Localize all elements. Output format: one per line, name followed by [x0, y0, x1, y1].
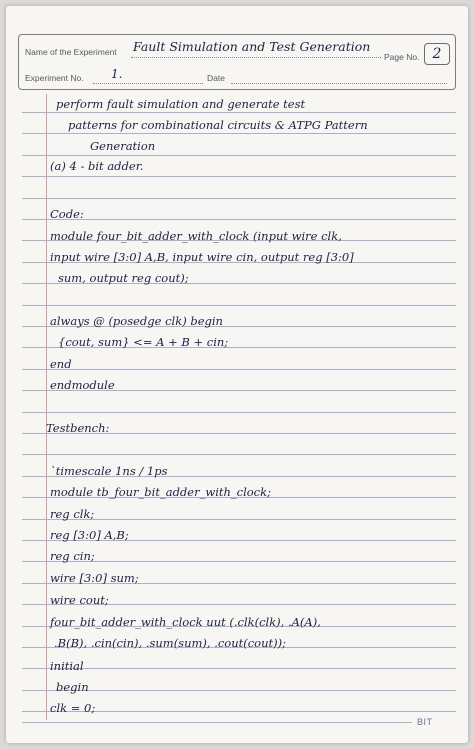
code-line: `timescale 1ns / 1ps [50, 464, 168, 478]
ruled-line [22, 668, 456, 669]
code-line: sum, output reg cout); [58, 271, 189, 285]
text-line: Generation [90, 139, 156, 153]
code-line: .B(B), .cin(cin), .sum(sum), .cout(cout)); [54, 636, 286, 650]
experiment-number: 1. [111, 67, 123, 81]
page-number: 2 [424, 43, 450, 65]
section-heading-testbench: Testbench: [46, 421, 110, 435]
code-line: reg [3:0] A,B; [50, 528, 129, 542]
code-line: end [50, 357, 72, 371]
footer-rule [22, 722, 412, 723]
footer-brand-mark: BIT [417, 717, 433, 727]
ruled-line [22, 305, 456, 306]
code-line: always @ (posedge clk) begin [50, 314, 223, 328]
ruled-line [22, 176, 456, 177]
code-line: module four_bit_adder_with_clock (input wire clk, [50, 229, 342, 243]
code-line: clk = 0; [50, 701, 96, 715]
ruled-line [22, 133, 456, 134]
ruled-line [22, 412, 456, 413]
section-heading-code: Code: [50, 207, 84, 221]
notebook-page [6, 6, 468, 743]
ruled-line [22, 198, 456, 199]
experiment-header [18, 34, 456, 90]
code-line: begin [56, 680, 89, 694]
code-line: wire cout; [50, 593, 109, 607]
ruled-line [22, 219, 456, 220]
code-line: endmodule [50, 378, 115, 392]
name-dotted-line [131, 57, 381, 58]
code-line: input wire [3:0] A,B, input wire cin, output reg [3:0] [50, 250, 354, 264]
ruled-line [22, 155, 456, 156]
date-dotted-line [231, 83, 447, 84]
experiment-name: Fault Simulation and Test Generation [133, 39, 371, 54]
name-label: Name of the Experiment [25, 47, 117, 57]
ruled-line [22, 369, 456, 370]
text-line: (a) 4 - bit adder. [50, 159, 144, 173]
code-line: module tb_four_bit_adder_with_clock; [50, 485, 271, 499]
code-line: {cout, sum} <= A + B + cin; [58, 335, 229, 349]
code-line: wire [3:0] sum; [50, 571, 139, 585]
code-line: initial [50, 659, 84, 673]
ruled-line [22, 112, 456, 113]
code-line: four_bit_adder_with_clock uut (.clk(clk), .A(A), [50, 615, 321, 629]
date-label: Date [207, 73, 225, 83]
experiment-no-dotted-line [93, 83, 203, 84]
ruled-line [22, 454, 456, 455]
text-line: patterns for combinational circuits & ATPG Pattern [68, 118, 368, 132]
code-line: reg cin; [50, 549, 95, 563]
text-line: perform fault simulation and generate test [56, 97, 306, 111]
experiment-no-label: Experiment No. [25, 73, 84, 83]
page-no-label: Page No. [384, 52, 420, 62]
code-line: reg clk; [50, 507, 95, 521]
